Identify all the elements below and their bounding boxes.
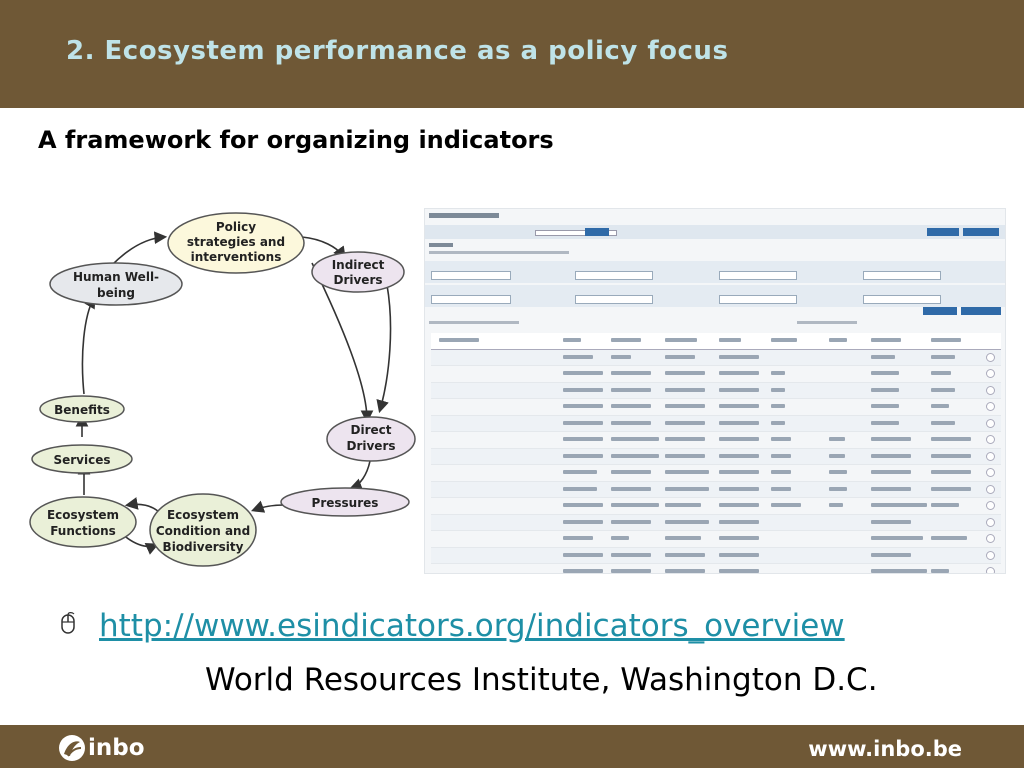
ss-cell xyxy=(665,520,709,524)
ss-cell xyxy=(871,487,911,491)
ss-cell xyxy=(771,487,791,491)
ss-cell xyxy=(719,503,759,507)
ss-header-cell xyxy=(563,338,581,342)
ss-cell xyxy=(771,371,785,375)
ss-cell xyxy=(719,470,759,474)
ss-row-toggle xyxy=(986,551,995,560)
node-functions-line2: Functions xyxy=(50,524,116,538)
ss-cell xyxy=(771,437,791,441)
ss-cell xyxy=(563,388,603,392)
ss-filters-hint xyxy=(429,251,569,254)
ss-row-toggle xyxy=(986,518,995,527)
ss-row-toggle xyxy=(986,468,995,477)
table-row xyxy=(431,350,1001,367)
ss-cell xyxy=(931,470,971,474)
ss-cell xyxy=(665,421,705,425)
ss-indicator-table xyxy=(431,333,1001,574)
ss-cell xyxy=(611,520,651,524)
table-row xyxy=(431,383,1001,400)
ss-button-a xyxy=(927,228,959,236)
node-policy-line3: interventions xyxy=(190,250,282,264)
ss-select-3 xyxy=(719,271,797,280)
ss-cell xyxy=(829,437,845,441)
node-benefits-label: Benefits xyxy=(54,403,110,417)
ss-cell xyxy=(931,355,955,359)
ss-cell xyxy=(931,487,971,491)
ss-cell xyxy=(719,421,759,425)
node-pressures xyxy=(281,488,409,516)
ss-row-toggle xyxy=(986,402,995,411)
ss-select-2 xyxy=(575,271,653,280)
ss-cell xyxy=(563,487,597,491)
ss-cell xyxy=(771,454,791,458)
ss-header-cell xyxy=(931,338,961,342)
node-human-wellbeing xyxy=(50,263,182,305)
ss-cell xyxy=(563,553,603,557)
ss-cell xyxy=(719,371,759,375)
ss-header-cell xyxy=(829,338,847,342)
ss-select-6 xyxy=(575,295,653,304)
table-row xyxy=(431,416,1001,433)
node-services-label: Services xyxy=(53,453,111,467)
ss-header-cell xyxy=(439,338,479,342)
node-policy xyxy=(168,213,304,273)
indicators-overview-link[interactable]: http://www.esindicators.org/indicators_overview xyxy=(99,608,845,644)
node-policy-line2: strategies and xyxy=(186,235,286,249)
ss-cell xyxy=(719,569,759,573)
ss-cell xyxy=(611,371,651,375)
ss-header-cell xyxy=(771,338,797,342)
ss-cell xyxy=(829,470,847,474)
ss-cell xyxy=(871,569,927,573)
ss-cell xyxy=(665,355,695,359)
node-condition-line3: Biodiversity xyxy=(162,540,244,554)
ss-cell xyxy=(611,470,651,474)
ss-cell xyxy=(665,470,709,474)
ss-search-button xyxy=(585,228,609,236)
table-row xyxy=(431,548,1001,565)
ss-table-caption xyxy=(429,321,519,324)
ss-header-cell xyxy=(611,338,641,342)
indicators-overview-screenshot xyxy=(424,208,1006,574)
ss-cell xyxy=(771,404,785,408)
ss-table-header xyxy=(431,333,1001,350)
ss-cell xyxy=(611,569,651,573)
table-row xyxy=(431,482,1001,499)
ss-cell xyxy=(665,388,705,392)
ss-cell xyxy=(871,454,911,458)
ss-cell xyxy=(871,520,911,524)
ss-row-toggle xyxy=(986,419,995,428)
ss-row-toggle xyxy=(986,353,995,362)
table-row xyxy=(431,515,1001,532)
ss-cell xyxy=(665,454,705,458)
ss-cell xyxy=(611,355,631,359)
ss-cell xyxy=(665,487,709,491)
ss-row-toggle xyxy=(986,435,995,444)
ss-cell xyxy=(665,503,701,507)
ss-row-toggle xyxy=(986,386,995,395)
ss-cell xyxy=(719,487,759,491)
ss-cell xyxy=(611,503,659,507)
node-direct-drivers xyxy=(327,417,415,461)
table-row xyxy=(431,432,1001,449)
ss-cell xyxy=(611,437,659,441)
ss-cell xyxy=(719,553,759,557)
ss-cell xyxy=(563,470,597,474)
ss-row-toggle xyxy=(986,452,995,461)
node-indirect-line1: Indirect xyxy=(331,258,385,272)
ss-cell xyxy=(563,437,603,441)
table-row xyxy=(431,366,1001,383)
ss-table-pager xyxy=(797,321,857,324)
node-ecosystem-condition xyxy=(150,494,256,566)
ss-select-5 xyxy=(431,295,511,304)
table-row xyxy=(431,531,1001,548)
inbo-logo xyxy=(58,733,145,763)
ss-button-b xyxy=(963,228,999,236)
node-services xyxy=(32,445,132,473)
ss-cell xyxy=(871,388,899,392)
slide-subtitle: A framework for organizing indicators xyxy=(38,126,554,154)
ss-cell xyxy=(719,520,759,524)
ss-cell xyxy=(871,355,895,359)
node-functions-line1: Ecosystem xyxy=(46,508,120,522)
ss-cell xyxy=(719,355,759,359)
ss-cell xyxy=(871,421,899,425)
ss-cell xyxy=(563,454,603,458)
node-ecosystem-functions xyxy=(30,497,136,547)
ss-cell xyxy=(719,388,759,392)
ss-button-d xyxy=(961,307,1001,315)
ss-cell xyxy=(611,454,659,458)
ss-filters-label xyxy=(429,243,453,247)
ss-cell xyxy=(771,421,785,425)
table-row xyxy=(431,564,1001,574)
footer-url[interactable]: www.inbo.be xyxy=(808,737,962,761)
table-row xyxy=(431,465,1001,482)
ss-header-cell xyxy=(665,338,697,342)
ss-cell xyxy=(563,569,603,573)
ss-cell xyxy=(563,371,603,375)
ss-cell xyxy=(665,569,705,573)
logo-text: inbo xyxy=(88,735,145,761)
ss-cell xyxy=(871,404,899,408)
ss-header-cell xyxy=(871,338,901,342)
ss-cell xyxy=(563,355,593,359)
leaf-icon xyxy=(58,734,86,762)
ss-cell xyxy=(719,454,759,458)
node-direct-line2: Drivers xyxy=(346,439,396,453)
ss-cell xyxy=(931,388,955,392)
ss-select-8 xyxy=(863,295,941,304)
ss-cell xyxy=(665,553,705,557)
ss-cell xyxy=(611,421,651,425)
ss-cell xyxy=(871,553,911,557)
ss-cell xyxy=(931,454,971,458)
node-benefits xyxy=(40,396,124,422)
mouse-icon xyxy=(60,612,78,641)
ss-cell xyxy=(719,404,759,408)
node-wellbeing-line2: being xyxy=(97,286,135,300)
node-policy-line1: Policy xyxy=(215,220,257,234)
ss-row-toggle xyxy=(986,485,995,494)
ss-cell xyxy=(871,536,923,540)
framework-diagram xyxy=(22,205,418,577)
node-direct-line1: Direct xyxy=(350,423,392,437)
node-pressures-label: Pressures xyxy=(311,496,379,510)
ss-cell xyxy=(931,536,967,540)
ss-cell xyxy=(871,371,899,375)
ss-cell xyxy=(871,470,911,474)
ss-select-1 xyxy=(431,271,511,280)
node-wellbeing-line1: Human Well- xyxy=(72,270,160,284)
ss-cell xyxy=(829,454,845,458)
ss-cell xyxy=(665,437,705,441)
ss-cell xyxy=(931,371,951,375)
ss-search-bar xyxy=(425,225,1005,239)
ss-cell xyxy=(771,503,801,507)
ss-cell xyxy=(931,404,949,408)
ss-cell xyxy=(611,553,651,557)
node-condition-line2: Condition and xyxy=(155,524,251,538)
ss-cell xyxy=(829,487,847,491)
ss-select-4 xyxy=(863,271,941,280)
table-row xyxy=(431,498,1001,515)
ss-select-7 xyxy=(719,295,797,304)
ss-cell xyxy=(563,520,603,524)
ss-cell xyxy=(829,503,843,507)
ss-cell xyxy=(931,421,955,425)
ss-cell xyxy=(719,437,759,441)
node-indirect-drivers xyxy=(312,252,404,292)
ss-cell xyxy=(611,536,629,540)
table-row xyxy=(431,449,1001,466)
ss-header-cell xyxy=(719,338,741,342)
ss-cell xyxy=(771,388,785,392)
ss-title-placeholder xyxy=(429,213,499,218)
ss-button-c xyxy=(923,307,957,315)
ss-cell xyxy=(611,487,651,491)
ss-cell xyxy=(611,404,651,408)
ss-cell xyxy=(931,437,971,441)
ss-cell xyxy=(665,536,701,540)
ss-row-toggle xyxy=(986,534,995,543)
ss-cell xyxy=(563,421,603,425)
ss-row-toggle xyxy=(986,567,995,574)
ss-cell xyxy=(563,404,603,408)
ss-cell xyxy=(611,388,651,392)
ss-cell xyxy=(719,536,759,540)
source-text: World Resources Institute, Washington D.C. xyxy=(205,662,878,698)
ss-cell xyxy=(563,503,603,507)
node-condition-line1: Ecosystem xyxy=(166,508,240,522)
ss-cell xyxy=(771,470,791,474)
ss-cell xyxy=(563,536,593,540)
ss-cell xyxy=(871,503,927,507)
ss-cell xyxy=(931,503,959,507)
ss-cell xyxy=(871,437,911,441)
node-indirect-line2: Drivers xyxy=(333,273,383,287)
ss-cell xyxy=(931,569,949,573)
table-row xyxy=(431,399,1001,416)
ss-cell xyxy=(665,371,705,375)
ss-row-toggle xyxy=(986,369,995,378)
ss-row-toggle xyxy=(986,501,995,510)
slide-title: 2. Ecosystem performance as a policy focus xyxy=(66,36,729,66)
ss-cell xyxy=(665,404,705,408)
